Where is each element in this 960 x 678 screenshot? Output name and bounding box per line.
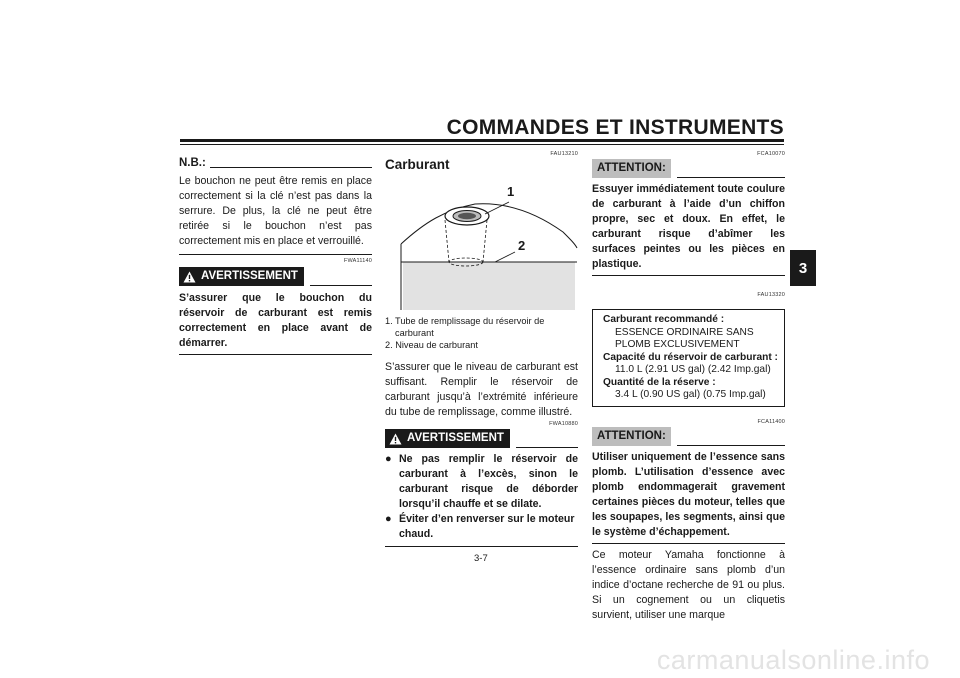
warning-heading-2 xyxy=(385,429,578,448)
nb-heading-rule xyxy=(210,167,372,168)
column-right xyxy=(592,150,785,623)
fuel-body-text: S’assurer que le niveau de carburant est suffisant. Remplir le réservoir de carburant jusqu’à l’extrémité inférieure du tube de remplissage, comme illustré. xyxy=(385,361,578,418)
warning-triangle-icon xyxy=(183,271,196,283)
header-rule-thin xyxy=(180,144,784,145)
warning-heading-rule-2 xyxy=(516,447,578,448)
figure-caption xyxy=(385,315,578,351)
page-number: 3-7 xyxy=(474,553,488,564)
fuel-spec-box xyxy=(592,309,785,407)
fuel-tank-illustration xyxy=(385,172,578,312)
spec-reserve-value: 3.4 L (0.90 US gal) (0.75 Imp.gal) xyxy=(615,389,766,400)
attention1-end-rule xyxy=(592,275,785,276)
fuel-tank-drawing xyxy=(385,172,578,312)
spec-code: FAU13320 xyxy=(757,292,785,298)
page-header-title: COMMANDES ET INSTRUMENTS xyxy=(446,116,784,139)
warning-text: S’assurer que le bouchon du réservoir de carburant est remis correctement en place avant de démarrer. xyxy=(179,292,372,349)
warning-bullets xyxy=(385,452,578,542)
caption-item-1: 1. Tube de remplissage du réservoir de carburant xyxy=(385,316,545,338)
attention2-heading xyxy=(592,427,785,446)
caption-item-2: 2. Niveau de carburant xyxy=(385,340,478,350)
warning-label-2: AVERTISSEMENT xyxy=(407,432,504,444)
fuel-octane-text: Ce moteur Yamaha fonctionne à l’essence ordinaire sans plomb d’un indice d’octane recherche de 91 ou plus. Si un cognement ou un cliquetis survient, utiliser une marque xyxy=(592,548,785,621)
attention1-heading xyxy=(592,159,785,178)
nb-end-rule xyxy=(179,254,372,255)
attention2-text: Utiliser uniquement de l’essence sans plomb. L’utilisation d’essence avec plomb endommagerait gravement certaines pièces du moteur, telles que les soupapes, les segments, ainsi que le système d’échappement. xyxy=(592,450,785,538)
section-code: FAU13210 xyxy=(550,151,578,157)
attention2-end-rule xyxy=(592,543,785,544)
warning-code: FWA11140 xyxy=(343,258,372,264)
warning-triangle-icon xyxy=(389,433,402,445)
warning-end-rule xyxy=(179,354,372,355)
callout-2: 2 xyxy=(518,238,526,253)
warning-code-2: FWA10880 xyxy=(549,421,578,427)
nb-text: Le bouchon ne peut être remis en place correctement si la clé n’est pas dans la serrure. De plus, la clé ne peut être retirée si le bouchon n’est pas correctement mis en place et verrouillé. xyxy=(179,175,372,247)
attention1-text: Essuyer immédiatement toute coulure de carburant à l’aide d’un chiffon propre, sec et doux. En effet, le carburant risque d’abîmer les surfaces peintes ou les pièces en plastique. xyxy=(592,183,785,270)
nb-heading xyxy=(179,156,372,171)
bullet-dot-icon: ● xyxy=(385,453,392,465)
nb-label: N.B.: xyxy=(179,157,206,169)
callout-1: 1 xyxy=(507,184,515,199)
spec-fuel-label: Carburant recommandé : xyxy=(603,314,725,325)
chapter-tab: 3 xyxy=(790,250,816,286)
spec-reserve-label: Quantité de la réserve : xyxy=(603,376,716,388)
warning-heading-rule xyxy=(310,285,372,286)
attention1-code: FCA10070 xyxy=(757,151,785,157)
warning-badge xyxy=(179,267,304,286)
warning-heading xyxy=(179,267,372,286)
warning-end-rule-2 xyxy=(385,546,578,547)
warning-bullet-1: ● Ne pas remplir le réservoir de carburant à l’excès, sinon le carburant risque de déborder lorsqu’il chauffe et se dilate. xyxy=(385,453,578,510)
attention2-code: FCA11400 xyxy=(757,418,785,425)
column-middle xyxy=(385,150,578,547)
warning-badge-2 xyxy=(385,429,510,448)
spec-capacity-label: Capacité du réservoir de carburant : xyxy=(603,351,778,363)
attention2-badge: ATTENTION: xyxy=(592,427,671,446)
header-rule-thick xyxy=(180,139,784,142)
spec-fuel-value-2: PLOMB EXCLUSIVEMENT xyxy=(615,339,740,350)
warning-label: AVERTISSEMENT xyxy=(201,270,298,282)
attention2-heading-rule xyxy=(677,445,785,446)
spec-fuel-value-1: ESSENCE ORDINAIRE SANS xyxy=(615,326,754,338)
column-left xyxy=(179,156,372,355)
attention1-heading-rule xyxy=(677,177,785,178)
attention1-badge: ATTENTION: xyxy=(592,159,671,178)
section-title: Carburant xyxy=(385,157,450,172)
warning-bullet-2: ● Éviter d’en renverser sur le moteur chaud. xyxy=(385,513,575,540)
spec-capacity-value: 11.0 L (2.91 US gal) (2.42 Imp.gal) xyxy=(615,364,771,375)
watermark: carmanualsonline.info xyxy=(656,645,930,675)
bullet-dot-icon: ● xyxy=(385,513,392,525)
